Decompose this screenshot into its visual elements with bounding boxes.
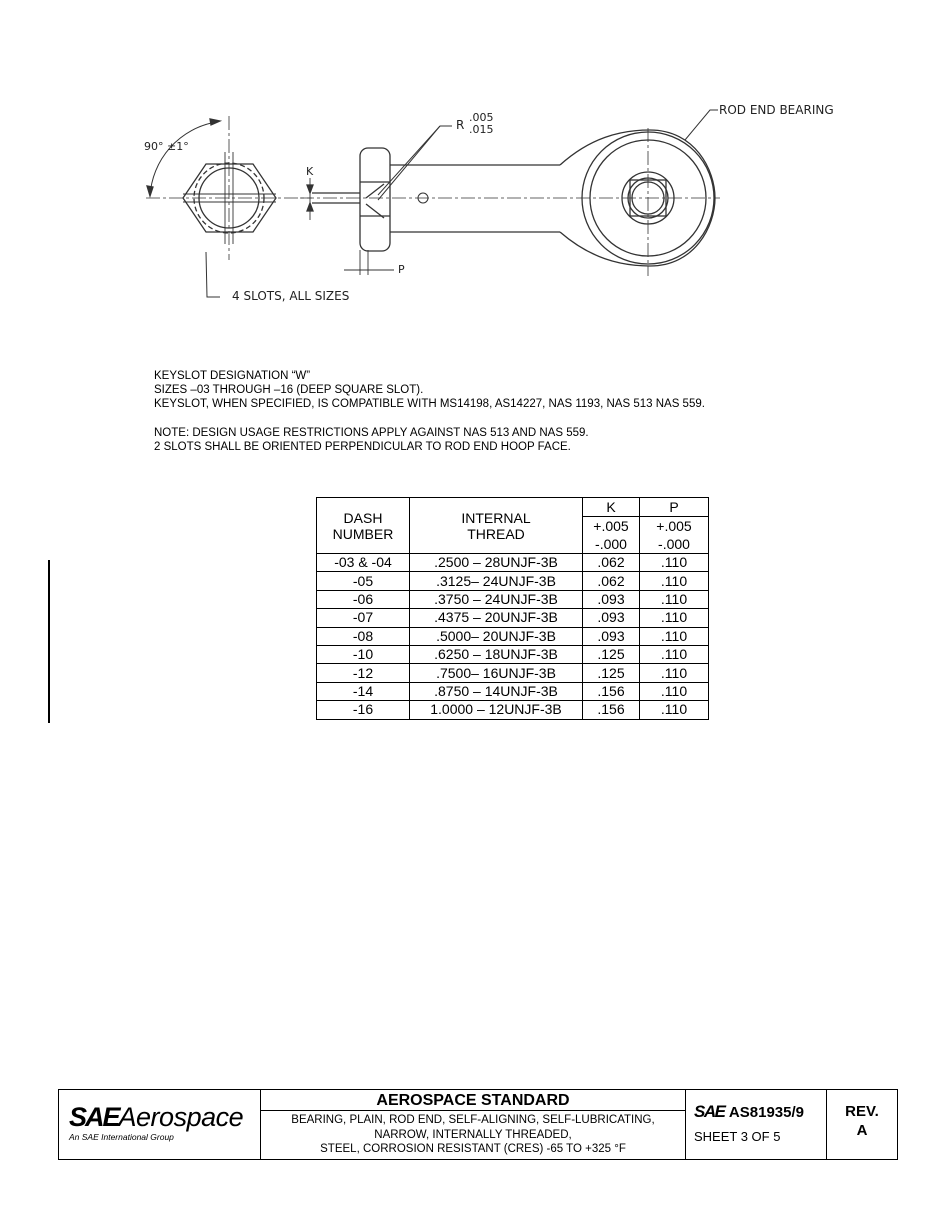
k-cell: .125 [583,645,640,663]
k-cell: .093 [583,590,640,608]
p-header: P [640,498,709,517]
table-row [317,701,709,719]
usage-notes [154,426,589,454]
thread-cell: .3750 – 24UNJF-3B [410,590,583,608]
radius-prefix-label: R [456,118,465,132]
k-cell: .062 [583,554,640,572]
note-line: KEYSLOT DESIGNATION “W” [154,370,311,382]
internal-thread-header [410,498,583,554]
header-line: NUMBER [332,525,394,542]
keyslot-notes [154,369,705,411]
p-dimension-label: P [398,263,405,276]
sheet-number: SHEET 3 OF 5 [694,1129,781,1144]
rod-end-bearing-label: ROD END BEARING [719,103,834,117]
k-dimension-label: K [306,165,314,178]
p-cell: .110 [640,590,709,608]
dash-cell: -12 [317,664,410,682]
k-header: K [583,498,640,517]
note-line: 2 SLOTS SHALL BE ORIENTED PERPENDICULAR TO ROD END HOOP FACE. [154,441,571,453]
p-cell: .110 [640,664,709,682]
p-cell: .110 [640,609,709,627]
header-line: DASH [343,509,383,526]
logo-cell [59,1090,261,1159]
logo-subtitle: An SAE International Group [69,1132,174,1142]
thread-cell: .8750 – 14UNJF-3B [410,682,583,700]
table-row [317,590,709,608]
table-row [317,627,709,645]
description-line: STEEL, CORROSION RESISTANT (CRES) -65 TO +325 °F [320,1143,626,1155]
p-cell: .110 [640,701,709,719]
note-line: NOTE: DESIGN USAGE RESTRICTIONS APPLY AGAINST NAS 513 AND NAS 559. [154,427,589,439]
header-line: THREAD [467,525,525,542]
table-row [317,554,709,572]
tol-minus: -.000 [658,536,690,552]
k-cell: .156 [583,682,640,700]
p-cell: .110 [640,572,709,590]
description-line: BEARING, PLAIN, ROD END, SELF-ALIGNING, SELF-LUBRICATING, [291,1114,655,1126]
dash-cell: -03 & -04 [317,554,410,572]
thread-cell: .2500 – 28UNJF-3B [410,554,583,572]
dash-cell: -14 [317,682,410,700]
p-cell: .110 [640,645,709,663]
doc-sae-logo: SAE [694,1102,725,1121]
doc-number-cell [686,1090,827,1159]
thread-cell: 1.0000 – 12UNJF-3B [410,701,583,719]
rev-value: A [856,1122,868,1139]
title-block [58,1089,898,1160]
thread-cell: .4375 – 20UNJF-3B [410,609,583,627]
rev-label: REV. [845,1103,879,1120]
p-cell: .110 [640,627,709,645]
p-cell: .110 [640,554,709,572]
logo-sae-text: SAE [69,1102,119,1132]
thread-cell: .3125– 24UNJF-3B [410,572,583,590]
rod-end-side-view [300,110,720,276]
logo-aerospace-text: Aerospace [118,1102,244,1132]
tol-minus: -.000 [595,536,627,552]
radius-max-label: .015 [469,123,494,136]
k-cell: .062 [583,572,640,590]
dash-cell: -07 [317,609,410,627]
document-description [261,1113,685,1157]
doc-number: AS81935/9 [728,1104,804,1121]
dash-cell: -05 [317,572,410,590]
dash-number-header [317,498,410,554]
table-row [317,682,709,700]
k-cell: .093 [583,627,640,645]
table-row [317,664,709,682]
note-line: KEYSLOT, WHEN SPECIFIED, IS COMPATIBLE WITH MS14198, AS14227, NAS 1193, NAS 513 NAS 559. [154,398,705,410]
p-tolerance-header [640,517,709,554]
thread-cell: .7500– 16UNJF-3B [410,664,583,682]
k-tolerance-header [583,517,640,554]
tol-plus: +.005 [593,518,629,534]
dash-cell: -10 [317,645,410,663]
revision-cell [827,1102,897,1140]
dash-cell: -16 [317,701,410,719]
sae-aerospace-logo [69,1102,243,1133]
p-cell: .110 [640,682,709,700]
description-line: NARROW, INTERNALLY THREADED, [374,1128,572,1141]
dash-cell: -06 [317,590,410,608]
table-row [317,572,709,590]
dimensions-table [316,497,709,720]
title-cell [261,1090,686,1159]
k-cell: .093 [583,609,640,627]
angle-label: 90° ±1° [144,140,189,153]
table-row [317,609,709,627]
header-line: INTERNAL [461,509,531,526]
k-cell: .156 [583,701,640,719]
document-title: AEROSPACE STANDARD [261,1090,685,1111]
radius-min-label: .005 [469,111,494,124]
table-row [317,645,709,663]
tol-plus: +.005 [656,518,692,534]
k-cell: .125 [583,664,640,682]
revision-bar [48,560,50,723]
doc-number-block [694,1102,804,1122]
thread-cell: .6250 – 18UNJF-3B [410,645,583,663]
slots-label: 4 SLOTS, ALL SIZES [232,289,350,303]
engineering-drawing [140,100,834,310]
thread-cell: .5000– 20UNJF-3B [410,627,583,645]
note-line: SIZES –03 THROUGH –16 (DEEP SQUARE SLOT). [154,384,424,396]
dash-cell: -08 [317,627,410,645]
